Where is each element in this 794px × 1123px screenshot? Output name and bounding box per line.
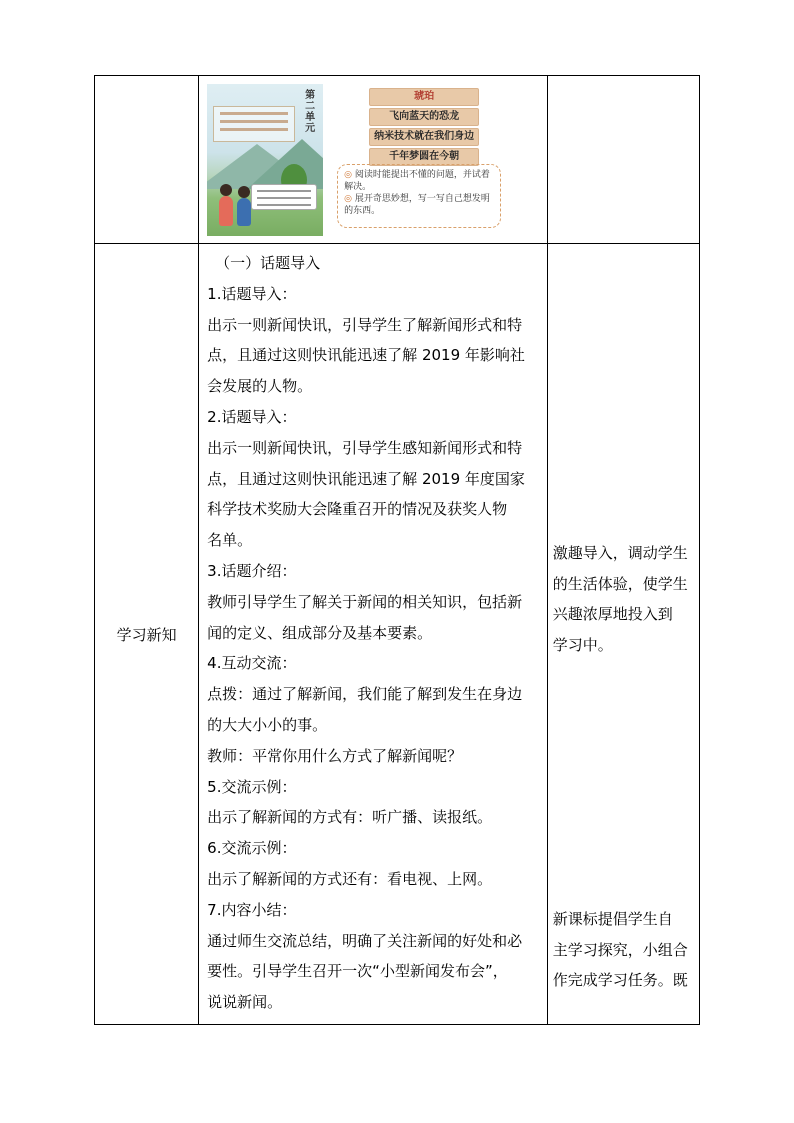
textbook-image-cell [199, 76, 548, 244]
content-line: 出示一则新闻快讯，引导学生感知新闻形式和特 [207, 438, 523, 457]
child-figure [219, 196, 233, 226]
empty-notes-cell [547, 76, 699, 244]
content-line: 3.话题介绍： [207, 561, 297, 580]
content-line: 科学技术奖励大会隆重召开的情况及获奖人物 [207, 500, 508, 519]
content-line: 出示了解新闻的方式还有：看电视、上网。 [207, 869, 493, 888]
textbook-page-image [199, 76, 545, 243]
content-line: 点拨：通过了解新闻，我们能了解到发生在身边 [207, 685, 523, 704]
content-line: 教师引导学生了解关于新闻的相关知识，包括新 [207, 592, 523, 611]
speech-bubble [251, 184, 317, 210]
content-line: 出示一则新闻快讯，引导学生了解新闻形式和特 [207, 315, 523, 334]
design-note-2 [553, 904, 695, 996]
unit-goal: ◎ 展开奇思妙想，写一写自己想发明的东西。 [344, 194, 490, 216]
bullet-icon: ◎ [344, 170, 353, 180]
note-line: 新课标提倡学生自 [552, 910, 673, 928]
unit-title: 第二单元 [305, 90, 316, 134]
note-line: 兴趣浓厚地投入到 [552, 605, 673, 624]
note-line: 学习中。 [552, 635, 613, 654]
lesson-title-3: 纳米技术就在我们身边 [369, 128, 479, 146]
content-line: （一）话题导入 [215, 254, 321, 272]
child-figure [237, 198, 251, 226]
content-line: 说说新闻。 [207, 993, 283, 1012]
lesson-title-2: 飞向蓝天的恐龙 [369, 108, 479, 126]
content-line: 7.内容小结： [207, 900, 297, 919]
content-cell [199, 244, 548, 1025]
content-line: 通过师生交流总结，明确了关注新闻的好处和必 [207, 931, 523, 950]
table-row [95, 244, 700, 1025]
section-label: 学习新知 [95, 244, 199, 1025]
table-row [95, 76, 700, 244]
note-line: 的生活体验，使学生 [552, 574, 688, 593]
content-line: 5.交流示例： [207, 777, 297, 796]
unit-goals-box [337, 164, 501, 228]
content-line: 1.话题导入： [207, 284, 297, 303]
note-line: 主学习探究，小组合 [552, 940, 688, 959]
content-line: 教师：平常你用什么方式了解新闻呢？ [207, 746, 463, 765]
design-notes [548, 244, 699, 1024]
bullet-icon: ◎ [344, 194, 353, 204]
lesson-title-4: 千年梦圆在今朝 [369, 148, 479, 166]
note-line: 激趣导入，调动学生 [552, 544, 688, 562]
design-note-1 [553, 538, 695, 660]
lesson-title-1: 琥珀 [369, 88, 479, 106]
notes-cell [547, 244, 699, 1025]
content-line: 点，且通过这则快讯能迅速了解 2019 年影响社 [207, 346, 525, 365]
content-line: 的大大小小的事。 [207, 715, 328, 734]
content-line: 名单。 [207, 531, 253, 550]
unit-cover-illustration [207, 84, 323, 236]
note-line: 作完成学习任务。既 [552, 971, 688, 990]
content-line: 出示了解新闻的方式有：听广播、读报纸。 [207, 808, 493, 827]
empty-label-cell [95, 76, 199, 244]
content-line: 4.互动交流： [207, 654, 297, 673]
content-line: 要性。引导学生召开一次“小型新闻发布会”， [207, 962, 508, 981]
lesson-content [199, 244, 547, 1018]
content-line: 闻的定义、组成部分及基本要素。 [207, 623, 433, 642]
unit-intro-box [213, 106, 295, 142]
unit-goal: ◎ 阅读时能提出不懂的问题，并试着解决。 [344, 170, 490, 192]
content-line: 2.话题导入： [207, 407, 297, 426]
content-line: 会发展的人物。 [207, 377, 313, 396]
content-line: 6.交流示例： [207, 839, 297, 858]
content-line: 点，且通过这则快讯能迅速了解 2019 年度国家 [207, 469, 525, 488]
lesson-plan-table [94, 75, 700, 1025]
